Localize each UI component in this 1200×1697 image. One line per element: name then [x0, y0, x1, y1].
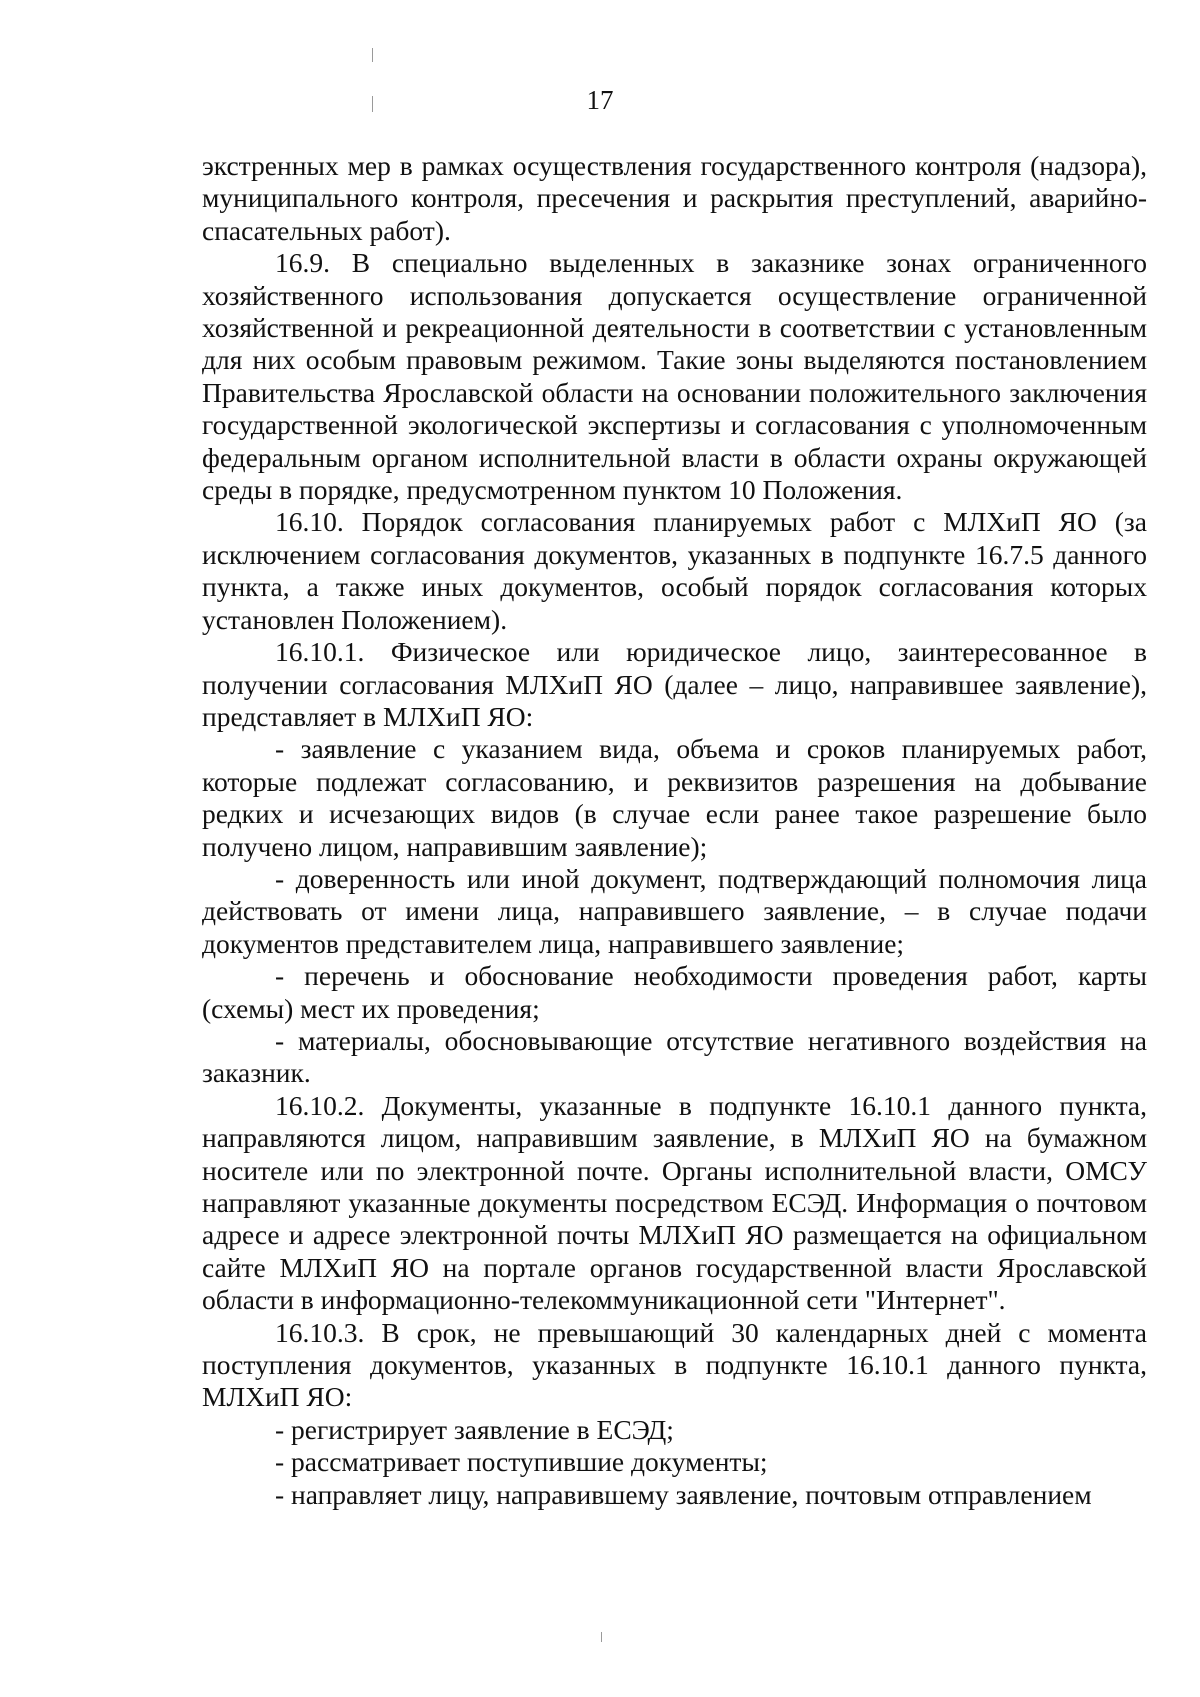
scan-artifact [372, 96, 373, 112]
paragraph-16-10-3: 16.10.3. В срок, не превышающий 30 календарных дней с момента поступления документов, указанных в подпункте 16.10.1 данного пункта, МЛХиП ЯО: [202, 1316, 1147, 1413]
paragraph-continuation: экстренных мер в рамках осуществления государственного контроля (надзора), муниципального контроля, пресечения и раскрытия преступлений, аварийно-спасательных работ). [202, 150, 1147, 246]
paragraph-16-10-2: 16.10.2. Документы, указанные в подпункте 16.10.1 данного пункта, направляются лицом, направившим заявление, в МЛХиП ЯО на бумажном носителе или по электронной почте. Органы исполнительной власти, ОМСУ направляют указанные документы посредством ЕСЭД. Информация о почтовом адресе и адресе электронной почты МЛХиП ЯО размещается на официальном сайте МЛХиП ЯО на портале органов государственной власти Ярославской области в информационно-телекоммуникационной сети "Интернет". [202, 1089, 1147, 1316]
scan-artifact [372, 48, 373, 62]
paragraph-16-10: 16.10. Порядок согласования планируемых работ с МЛХиП ЯО (за исключением согласования документов, указанных в подпункте 16.7.5 данного пункта, а также иных документов, особый порядок согласования которых установлен Положением). [202, 506, 1147, 635]
list-item-power-of-attorney: - доверенность или иной документ, подтверждающий полномочия лица действовать от имени лица, направившего заявление, – в случае подачи документов представителем лица, направившего заявление; [202, 862, 1147, 959]
paragraph-16-9: 16.9. В специально выделенных в заказнике зонах ограниченного хозяйственного использования допускается осуществление ограниченной хозяйственной и рекреационной деятельности в соответствии с установленным для них особым правовым режимом. Такие зоны выделяются постановлением Правительства Ярославской области на основании положительного заключения государственной экологической экспертизы и согласования с уполномоченным федеральным органом исполнительной власти в области охраны окружающей среды в порядке, предусмотренном пунктом 10 Положения. [202, 247, 1147, 506]
list-item-application: - заявление с указанием вида, объема и сроков планируемых работ, которые подлежат согласованию, и реквизитов разрешения на добывание редких и исчезающих видов (в случае если ранее такое разрешение было получено лицом, направившим заявление); [202, 733, 1147, 862]
document-body [202, 150, 1147, 1511]
list-item-work-justification: - перечень и обоснование необходимости проведения работ, карты (схемы) мест их проведения; [202, 960, 1147, 1024]
list-item-send: - направляет лицу, направившему заявление, почтовым отправлением [275, 1478, 1092, 1510]
list-item-review: - рассматривает поступившие документы; [275, 1446, 768, 1478]
scan-artifact [601, 1632, 602, 1642]
page-number: 17 [586, 85, 614, 115]
list-item-impact-materials: - материалы, обосновывающие отсутствие негативного воздействия на заказник. [202, 1024, 1147, 1089]
list-item-register: - регистрирует заявление в ЕСЭД; [275, 1413, 674, 1445]
paragraph-16-10-1: 16.10.1. Физическое или юридическое лицо, заинтересованное в получении согласования МЛХиП ЯО (далее – лицо, направившее заявление), представляет в МЛХиП ЯО: [202, 636, 1147, 732]
